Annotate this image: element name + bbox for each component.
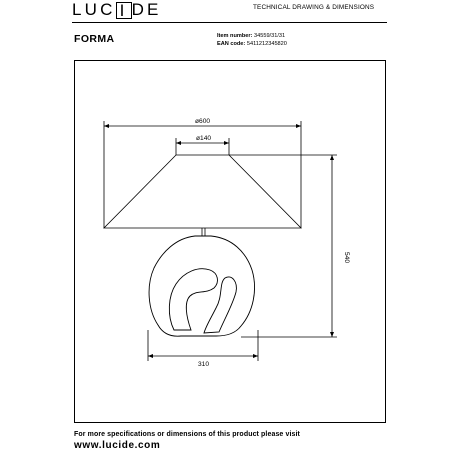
lamp-base-outer xyxy=(149,236,254,336)
lamp-shade xyxy=(104,155,301,228)
dim-arrow xyxy=(296,124,301,128)
ean-value: 5411212345820 xyxy=(246,41,287,47)
logo-letter: L xyxy=(72,0,85,19)
lamp-base-swirl-inner xyxy=(204,277,236,333)
dim-arrow xyxy=(176,141,181,145)
logo-letter: I xyxy=(119,0,128,20)
logo-letter: C xyxy=(100,0,116,19)
product-model-title: FORMA xyxy=(74,33,115,45)
dim-label-height: 540 xyxy=(343,252,350,264)
ean-label: EAN code: xyxy=(217,41,246,47)
dim-label-base-width: 310 xyxy=(198,361,210,368)
header-tagline: TECHNICAL DRAWING & DIMENSIONS xyxy=(253,4,375,11)
dim-arrow xyxy=(330,155,334,160)
dim-arrow xyxy=(330,332,334,337)
logo-letter: U xyxy=(84,0,101,19)
logo-letter: D xyxy=(131,0,148,19)
footer-note: For more specifications or dimensions of this product please visit xyxy=(74,431,300,438)
dim-arrow xyxy=(148,354,153,358)
dim-arrow xyxy=(104,124,109,128)
footer-website-link[interactable]: www.lucide.com xyxy=(74,440,161,451)
dim-label-shade-top: ø140 xyxy=(196,135,212,142)
lamp-base-swirl xyxy=(169,269,217,330)
dim-arrow xyxy=(253,354,258,358)
dim-arrow xyxy=(224,141,229,145)
logo-letter: E xyxy=(147,0,162,19)
item-number-value: 34559/31/31 xyxy=(254,33,286,39)
dim-label-shade-width: ø600 xyxy=(195,118,211,125)
item-number-label: Item number: xyxy=(217,33,253,39)
